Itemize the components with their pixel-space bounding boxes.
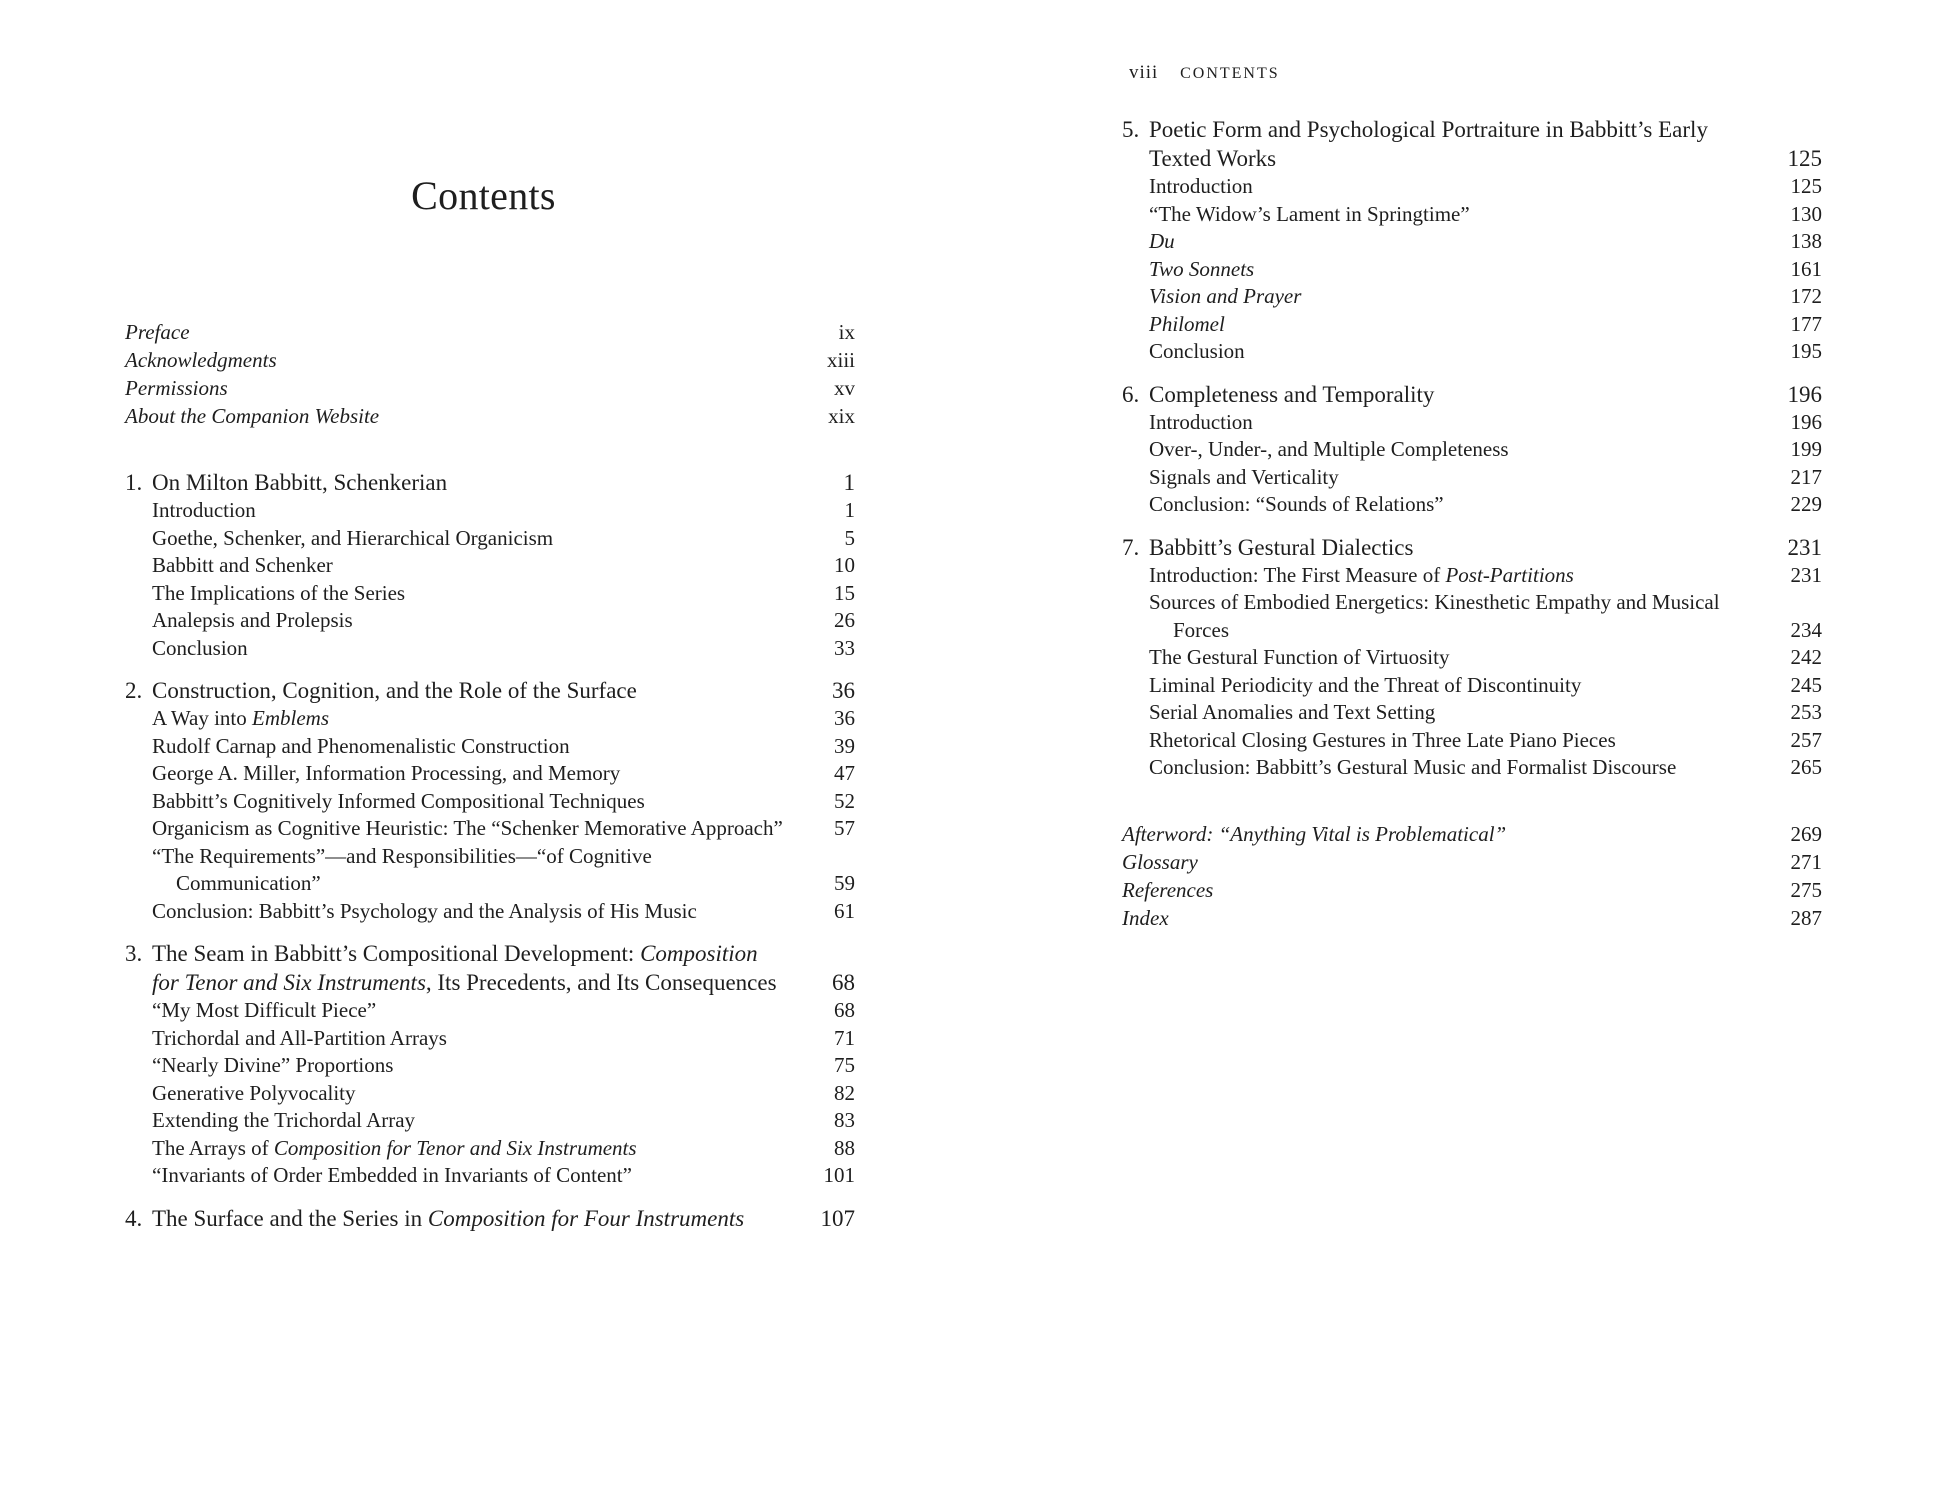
entry-title [152, 760, 855, 788]
title-text: Analepsis and Prolepsis [152, 608, 353, 632]
chapter-number: 5. [1122, 117, 1140, 142]
entry-title [1149, 589, 1822, 644]
entry-title [1149, 338, 1822, 366]
title-text: References [1122, 877, 1214, 902]
title-text: Conclusion [1149, 339, 1245, 363]
section-entry [152, 1135, 855, 1163]
title-text: About the Companion Website [125, 404, 380, 428]
page-number: 61 [834, 898, 855, 923]
section-entry [152, 705, 855, 733]
title-text: The Seam in Babbitt’s Compositional Development: [152, 941, 641, 966]
page-number: 195 [1790, 339, 1822, 363]
title-italic: Philomel [1149, 311, 1225, 336]
page-number: 52 [834, 788, 855, 813]
title-text: Serial Anomalies and Text Setting [1149, 700, 1436, 724]
page-number: 265 [1790, 755, 1822, 779]
page-number: 15 [834, 580, 855, 605]
title-text: Babbitt’s Gestural Dialectics [1149, 534, 1414, 560]
section-entry [152, 552, 855, 580]
title-text: “My Most Difficult Piece” [152, 998, 377, 1022]
page-number: 231 [1790, 562, 1822, 587]
title-text: Introduction: The First Measure of [1149, 562, 1446, 587]
title-text: The Arrays of [152, 1135, 274, 1160]
title-text: “Nearly Divine” Proportions [152, 1053, 394, 1077]
chapter-number: 2. [125, 678, 143, 703]
spacer [125, 1190, 855, 1204]
spacer [125, 662, 855, 676]
entry-title [1149, 256, 1822, 284]
page-number: 172 [1790, 284, 1822, 308]
page-number: 36 [834, 706, 855, 730]
page-number: 242 [1790, 645, 1822, 669]
section-entry [152, 525, 855, 553]
entry-title [152, 1162, 855, 1190]
title-italic: Two Sonnets [1149, 256, 1255, 281]
entry-title [1149, 201, 1822, 229]
title-text: The Surface and the Series in [152, 1205, 428, 1231]
title-text: Babbitt and Schenker [152, 553, 333, 577]
section-entry [152, 1162, 855, 1190]
section-entry [152, 1107, 855, 1135]
title-text: Conclusion: Babbitt’s Psychology and the Analysis of His Music [152, 898, 697, 923]
page-number: 130 [1790, 201, 1822, 226]
front-matter-entry [125, 402, 855, 430]
entry-title [1122, 876, 1822, 904]
chapter-entry [1122, 115, 1822, 173]
entry-title [1122, 533, 1822, 562]
title-text: Index [1122, 905, 1169, 930]
title-italic: Du [1149, 229, 1175, 253]
title-text: Trichordal and All-Partition Arrays [152, 1025, 447, 1050]
entry-title [152, 705, 855, 733]
page-number: 10 [834, 553, 855, 577]
entry-title [1149, 644, 1822, 672]
chapter-entry [1122, 533, 1822, 562]
chapter-number: 6. [1122, 381, 1140, 407]
entry-title [125, 318, 855, 346]
entry-title [125, 1204, 855, 1233]
entry-title [1149, 699, 1822, 727]
page-number: 39 [834, 733, 855, 758]
chapter-entry [125, 939, 855, 997]
toc-left [125, 318, 855, 1233]
title-text: The Gestural Function of Virtuosity [1149, 645, 1450, 669]
section-entry [152, 733, 855, 761]
title-text: Conclusion: Babbitt’s Gestural Music and Formalist Discourse [1149, 755, 1677, 779]
title-italic: Composition for Tenor and Six Instruments [152, 941, 758, 995]
page-number: 1 [843, 470, 855, 495]
entry-title [125, 346, 855, 374]
entry-title [152, 497, 855, 525]
entry-title [1149, 228, 1822, 256]
section-entry [1149, 338, 1822, 366]
chapter-number: 1. [125, 470, 143, 495]
entry-title [152, 580, 855, 608]
page-number: 1 [844, 498, 855, 522]
entry-title [152, 1052, 855, 1080]
section-entry [1149, 589, 1822, 644]
title-text: Introduction [1149, 409, 1253, 434]
page-number: 269 [1790, 821, 1822, 846]
title-text: Babbitt’s Cognitively Informed Compositional Techniques [152, 788, 645, 813]
entry-title [125, 676, 855, 705]
page-number: 101 [823, 1163, 855, 1187]
title-text: Rhetorical Closing Gestures in Three Late Piano Pieces [1149, 727, 1616, 752]
entry-title [152, 1025, 855, 1053]
title-italic: Composition for Four Instruments [427, 1205, 745, 1231]
section-entry [1149, 256, 1822, 284]
title-text: Introduction [152, 498, 256, 522]
front-matter-entry [1122, 820, 1822, 848]
entry-title [152, 1135, 855, 1163]
title-text: Permissions [125, 376, 228, 400]
chapter-number: 7. [1122, 534, 1140, 560]
entry-title [1149, 727, 1822, 755]
entry-title [1122, 820, 1822, 848]
spacer [1122, 782, 1822, 820]
title-text: Liminal Periodicity and the Threat of Discontinuity [1149, 672, 1582, 697]
section-entry [152, 788, 855, 816]
title-text: Conclusion [152, 635, 248, 660]
title-text: Rudolf Carnap and Phenomenalistic Construction [152, 733, 570, 758]
entry-title [152, 898, 855, 926]
front-matter-entry [1122, 876, 1822, 904]
page-number: 5 [844, 525, 855, 550]
page-number: 47 [834, 761, 855, 785]
page-number: 287 [1790, 905, 1822, 930]
front-matter-entry [125, 374, 855, 402]
title-text: Conclusion: “Sounds of Relations” [1149, 492, 1444, 516]
page-number: 36 [832, 678, 855, 703]
section-entry [1149, 672, 1822, 700]
page-number: xix [828, 404, 855, 428]
entry-title [1149, 283, 1822, 311]
title-text: Signals and Verticality [1149, 464, 1339, 489]
section-entry [152, 898, 855, 926]
chapter-number: 3. [125, 941, 143, 966]
toc-right [1122, 115, 1822, 932]
title-text: Goethe, Schenker, and Hierarchical Organicism [152, 525, 554, 550]
page-number: 275 [1790, 877, 1822, 902]
section-entry [152, 1025, 855, 1053]
page-number: 82 [834, 1080, 855, 1105]
title-text: Afterword: “Anything Vital is Problematical” [1122, 821, 1507, 846]
title-text: Generative Polyvocality [152, 1080, 356, 1105]
entry-title [152, 607, 855, 635]
section-entry [152, 1080, 855, 1108]
title-text: “The Requirements”—and Responsibilities—“of Cognitive Communication” [152, 843, 652, 895]
title-text: Construction, Cognition, and the Role of the Surface [152, 678, 637, 703]
page-number: 231 [1787, 534, 1822, 560]
page-number: 196 [1790, 409, 1822, 434]
section-entry [152, 843, 855, 898]
chapter-entry [1122, 380, 1822, 409]
title-text: Extending the Trichordal Array [152, 1108, 416, 1132]
page-number: 253 [1790, 700, 1822, 724]
spacer [125, 925, 855, 939]
title-text: George A. Miller, Information Processing, and Memory [152, 761, 621, 785]
entry-title [1149, 754, 1822, 782]
page-number: 107 [820, 1205, 855, 1231]
section-entry [1149, 699, 1822, 727]
section-entry [1149, 727, 1822, 755]
title-text: Glossary [1122, 849, 1198, 874]
entry-title [1149, 672, 1822, 700]
entry-title [1122, 380, 1822, 409]
title-text: Acknowledgments [125, 348, 277, 372]
title-text: On Milton Babbitt, Schenkerian [152, 470, 448, 495]
section-entry [152, 607, 855, 635]
running-head [1129, 62, 1280, 84]
entry-title [1122, 848, 1822, 876]
title-italic: Post-Partitions [1445, 562, 1574, 587]
section-entry [152, 815, 855, 843]
title-italic: Vision and Prayer [1149, 284, 1302, 308]
section-entry [152, 760, 855, 788]
front-matter-entry [125, 346, 855, 374]
page-title: Contents [411, 173, 556, 218]
page-number: 125 [1787, 146, 1822, 171]
entry-title [152, 788, 855, 816]
spacer [1122, 366, 1822, 380]
chapter-entry [125, 1204, 855, 1233]
page-number: 83 [834, 1108, 855, 1132]
entry-title [1149, 311, 1822, 339]
chapter-entry [125, 468, 855, 497]
front-matter-entry [125, 318, 855, 346]
entry-title [125, 468, 855, 497]
title-text: Over-, Under-, and Multiple Completeness [1149, 437, 1509, 461]
entry-title [152, 997, 855, 1025]
page-number: 217 [1790, 464, 1822, 489]
entry-title [152, 525, 855, 553]
title-text: Organicism as Cognitive Heuristic: The “Schenker Memorative Approach” [152, 816, 783, 840]
section-entry [1149, 436, 1822, 464]
title-text-after: , Its Precedents, and Its Consequences [425, 970, 777, 995]
entry-title [152, 1080, 855, 1108]
title-text: Introduction [1149, 174, 1253, 198]
running-head-label: CONTENTS [1180, 65, 1280, 82]
section-entry [152, 580, 855, 608]
chapter-number: 4. [125, 1205, 143, 1231]
section-entry [1149, 464, 1822, 492]
page-number: 234 [1790, 617, 1822, 642]
entry-title [152, 1107, 855, 1135]
right-page [967, 0, 1934, 1500]
page-number: 71 [834, 1025, 855, 1050]
entry-title [1149, 464, 1822, 492]
section-entry [1149, 562, 1822, 590]
section-entry [1149, 173, 1822, 201]
entry-title [1122, 904, 1822, 932]
spacer [1122, 519, 1822, 533]
title-text: Sources of Embodied Energetics: Kinesthetic Empathy and Musical Forces [1149, 590, 1720, 642]
title-text: “Invariants of Order Embedded in Invariants of Content” [152, 1163, 632, 1187]
entry-title [152, 815, 855, 843]
title-text: “The Widow’s Lament in Springtime” [1149, 201, 1470, 226]
entry-title [152, 733, 855, 761]
front-matter-entry [1122, 848, 1822, 876]
title-text: Preface [125, 320, 190, 344]
entry-title [125, 402, 855, 430]
section-entry [1149, 283, 1822, 311]
page-number: 177 [1790, 311, 1822, 336]
section-entry [1149, 201, 1822, 229]
page-number: 68 [834, 998, 855, 1022]
title-italic: Emblems [252, 706, 330, 730]
entry-title [125, 374, 855, 402]
entry-title [152, 552, 855, 580]
title-italic: Composition for Tenor and Six Instruments [273, 1135, 637, 1160]
front-matter-entry [1122, 904, 1822, 932]
spacer [125, 430, 855, 468]
page-number: 59 [834, 871, 855, 895]
page-number: 125 [1790, 174, 1822, 198]
entry-title [125, 939, 855, 997]
page-number: 245 [1790, 672, 1822, 697]
page-number: xiii [826, 348, 855, 372]
entry-title [1149, 436, 1822, 464]
section-entry [152, 997, 855, 1025]
page-number: 75 [834, 1053, 855, 1077]
section-entry [152, 497, 855, 525]
page-number: xv [834, 376, 855, 400]
entry-title [1149, 409, 1822, 437]
page-number: 229 [1790, 492, 1822, 516]
page-number: 33 [834, 635, 855, 660]
chapter-entry [125, 676, 855, 705]
entry-title [1122, 115, 1822, 173]
page-number: 257 [1790, 727, 1822, 752]
title-text: Poetic Form and Psychological Portraiture in Babbitt’s Early Texted Works [1149, 117, 1708, 171]
page-number: 88 [834, 1135, 855, 1160]
title-text: The Implications of the Series [152, 580, 406, 605]
section-entry [1149, 491, 1822, 519]
section-entry [1149, 311, 1822, 339]
page-number: 271 [1790, 849, 1822, 874]
title-text: Completeness and Temporality [1149, 381, 1435, 407]
section-entry [1149, 644, 1822, 672]
entry-title [1149, 491, 1822, 519]
section-entry [152, 635, 855, 663]
page-number: 68 [832, 970, 855, 995]
section-entry [1149, 228, 1822, 256]
section-entry [1149, 754, 1822, 782]
page-number: ix [838, 320, 855, 344]
entry-title [152, 843, 855, 898]
page-number: 161 [1790, 256, 1822, 281]
entry-title [1149, 562, 1822, 590]
page-number: 196 [1787, 381, 1822, 407]
entry-title [152, 635, 855, 663]
page-number: 57 [834, 816, 855, 840]
section-entry [152, 1052, 855, 1080]
section-entry [1149, 409, 1822, 437]
entry-title [1149, 173, 1822, 201]
page-number: 138 [1790, 229, 1822, 253]
title-text: A Way into [152, 706, 253, 730]
running-head-page-number: viii [1129, 62, 1159, 83]
page-number: 199 [1790, 437, 1822, 461]
page-number: 26 [834, 608, 855, 632]
